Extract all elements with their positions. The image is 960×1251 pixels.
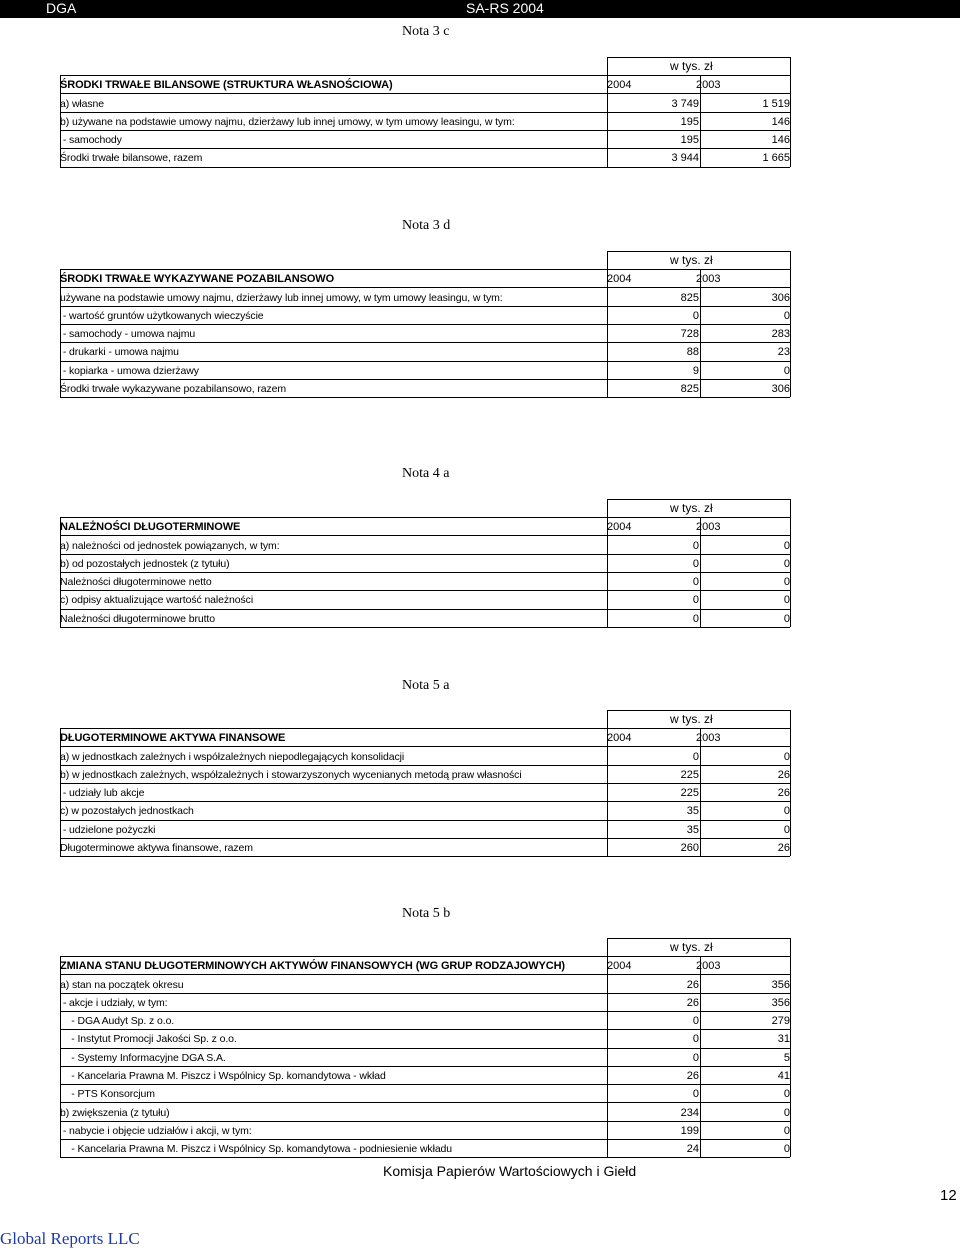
unit-label: w tys. zł (670, 940, 713, 954)
row-label: Należności długoterminowe netto (60, 576, 212, 589)
row-label: Środki trwałe wykazywane pozabilansowo, razem (60, 383, 287, 396)
value-2004: 0 (692, 1051, 699, 1064)
value-2003: 0 (783, 1124, 790, 1137)
value-2004: 3 749 (671, 97, 699, 110)
row-divider (60, 974, 790, 975)
row-divider (60, 93, 790, 94)
row-label: - udziały lub akcje (60, 787, 145, 800)
row-label: - DGA Audyt Sp. z o.o. (60, 1015, 175, 1028)
column-divider (607, 269, 608, 397)
value-2003: 0 (783, 576, 790, 589)
table-row (60, 148, 790, 166)
table-row (60, 93, 790, 111)
value-2004: 0 (692, 309, 699, 322)
table-row (60, 112, 790, 130)
row-divider (60, 956, 790, 957)
table-border (607, 938, 608, 956)
row-label: - udzielone pożyczki (60, 823, 156, 836)
row-divider (60, 627, 790, 628)
row-divider (60, 1102, 790, 1103)
row-divider (60, 1121, 790, 1122)
value-2003: 0 (783, 364, 790, 377)
table-border (607, 499, 790, 500)
column-divider (607, 517, 608, 627)
row-divider (60, 130, 790, 131)
row-divider (60, 379, 790, 380)
value-2003: 0 (783, 1143, 790, 1156)
table-row (60, 1102, 790, 1120)
row-divider (60, 783, 790, 784)
row-label: a) stan na początek okresu (60, 978, 184, 991)
row-divider (60, 306, 790, 307)
year-2003-header: 2003 (696, 732, 721, 745)
row-divider (60, 590, 790, 591)
value-2004: 199 (680, 1124, 699, 1137)
row-divider (60, 75, 790, 76)
year-2004-header: 2004 (607, 732, 632, 745)
unit-label: w tys. zł (670, 59, 713, 73)
value-2004: 825 (680, 291, 699, 304)
value-2004: 728 (680, 328, 699, 341)
table-row (60, 783, 790, 801)
row-label: - PTS Konsorcjum (60, 1088, 155, 1101)
table-row (60, 1047, 790, 1065)
table-header-row (60, 728, 790, 746)
unit-label: w tys. zł (670, 253, 713, 267)
value-2003: 23 (777, 346, 790, 359)
row-divider (60, 993, 790, 994)
value-2004: 0 (692, 557, 699, 570)
value-2004: 260 (680, 842, 699, 855)
value-2003: 0 (783, 1106, 790, 1119)
value-2004: 26 (686, 978, 699, 991)
table-border (790, 57, 791, 167)
table-row (60, 535, 790, 553)
value-2004: 0 (692, 1033, 699, 1046)
value-2004: 195 (680, 134, 699, 147)
row-divider (60, 746, 790, 747)
table-header-row (60, 269, 790, 287)
table-row (60, 572, 790, 590)
table-header-row (60, 517, 790, 535)
row-divider (60, 167, 790, 168)
row-divider (60, 801, 790, 802)
table-header-row (60, 956, 790, 974)
value-2004: 0 (692, 594, 699, 607)
row-label: b) używane na podstawie umowy najmu, dzierżawy lub innej umowy, w tym umowy leasingu, w tym: (60, 115, 515, 128)
row-divider (60, 856, 790, 857)
column-divider (700, 75, 701, 167)
row-divider (60, 397, 790, 398)
value-2004: 0 (692, 612, 699, 625)
table-heading: ŚRODKI TRWAŁE BILANSOWE (STRUKTURA WŁASNOŚCIOWA) (60, 79, 393, 92)
table-row (60, 342, 790, 360)
row-divider (60, 535, 790, 536)
row-label: Środki trwałe bilansowe, razem (60, 152, 203, 165)
table-row (60, 287, 790, 305)
row-divider (60, 554, 790, 555)
value-2004: 0 (692, 576, 699, 589)
row-divider (60, 287, 790, 288)
table-row (60, 590, 790, 608)
value-2004: 26 (686, 1070, 699, 1083)
table-row (60, 1084, 790, 1102)
value-2003: 1 665 (762, 152, 790, 165)
row-divider (60, 609, 790, 610)
column-divider (700, 517, 701, 627)
unit-label: w tys. zł (670, 501, 713, 515)
table-border (607, 57, 790, 58)
value-2003: 306 (771, 383, 790, 396)
row-label: Należności długoterminowe brutto (60, 612, 215, 625)
row-label: - Systemy Informacyjne DGA S.A. (60, 1051, 226, 1064)
table-border (790, 251, 791, 397)
row-divider (60, 324, 790, 325)
row-label: a) w jednostkach zależnych i współzależnych niepodlegających konsolidacji (60, 750, 405, 763)
table-header-row (60, 75, 790, 93)
note-title: Nota 4 a (402, 466, 450, 481)
value-2003: 279 (771, 1015, 790, 1028)
value-2003: 356 (771, 978, 790, 991)
table-heading: NALEŻNOŚCI DŁUGOTERMINOWE (60, 521, 241, 534)
value-2003: 306 (771, 291, 790, 304)
row-divider (60, 838, 790, 839)
table-border (60, 956, 61, 1157)
value-2004: 234 (680, 1106, 699, 1119)
value-2003: 31 (777, 1033, 790, 1046)
note-title: Nota 5 a (402, 678, 450, 693)
column-divider (607, 956, 608, 1157)
row-label: a) należności od jednostek powiązanych, w tym: (60, 539, 280, 552)
year-2003-header: 2003 (696, 79, 721, 92)
row-divider (60, 361, 790, 362)
table-row (60, 838, 790, 856)
row-label: c) w pozostałych jednostkach (60, 805, 194, 818)
value-2004: 24 (686, 1143, 699, 1156)
table-border (607, 251, 608, 269)
table-border (60, 517, 61, 627)
year-2003-header: 2003 (696, 960, 721, 973)
table-heading: ZMIANA STANU DŁUGOTERMINOWYCH AKTYWÓW FINANSOWYCH (WG GRUP RODZAJOWYCH) (60, 960, 565, 973)
value-2003: 5 (783, 1051, 790, 1064)
value-2003: 0 (783, 557, 790, 570)
value-2004: 195 (680, 115, 699, 128)
row-label: - nabycie i objęcie udziałów i akcji, w tym: (60, 1124, 252, 1137)
row-divider (60, 112, 790, 113)
table-row (60, 1139, 790, 1157)
row-divider (60, 148, 790, 149)
year-2004-header: 2004 (607, 273, 632, 286)
table-row (60, 306, 790, 324)
value-2003: 146 (771, 115, 790, 128)
value-2004: 35 (686, 805, 699, 818)
table-border (790, 499, 791, 627)
value-2003: 0 (783, 539, 790, 552)
value-2003: 41 (777, 1070, 790, 1083)
row-label: - wartość gruntów użytkowanych wieczyście (60, 309, 264, 322)
data-table (60, 956, 790, 1157)
year-2004-header: 2004 (607, 79, 632, 92)
table-row (60, 746, 790, 764)
footer-left-text: Global Reports LLC (0, 1229, 140, 1248)
row-divider (60, 572, 790, 573)
table-row (60, 993, 790, 1011)
table-row (60, 130, 790, 148)
row-divider (60, 269, 790, 270)
row-divider (60, 1029, 790, 1030)
row-label: - Instytut Promocji Jakości Sp. z o.o. (60, 1033, 237, 1046)
table-row (60, 324, 790, 342)
row-label: a) własne (60, 97, 105, 110)
row-divider (60, 1084, 790, 1085)
table-heading: ŚRODKI TRWAŁE WYKAZYWANE POZABILANSOWO (60, 273, 335, 286)
value-2004: 35 (686, 823, 699, 836)
value-2004: 88 (686, 346, 699, 359)
row-label: - Kancelaria Prawna M. Piszcz i Wspólnicy Sp. komandytowa - wkład (60, 1070, 386, 1083)
table-row (60, 1029, 790, 1047)
value-2003: 0 (783, 594, 790, 607)
year-2003-header: 2003 (696, 521, 721, 534)
row-label: b) zwiększenia (z tytułu) (60, 1106, 170, 1119)
table-row (60, 608, 790, 626)
header-right: SA-RS 2004 (466, 0, 544, 16)
table-row (60, 1011, 790, 1029)
column-divider (607, 75, 608, 167)
row-divider (60, 517, 790, 518)
data-table (60, 75, 790, 166)
note-title: Nota 5 b (402, 906, 451, 921)
row-divider (60, 728, 790, 729)
row-divider (60, 1157, 790, 1158)
value-2004: 0 (692, 1015, 699, 1028)
table-row (60, 1121, 790, 1139)
value-2004: 9 (692, 364, 699, 377)
page-number: 12 (940, 1187, 957, 1204)
row-label: b) od pozostałych jednostek (z tytułu) (60, 557, 230, 570)
row-label: b) w jednostkach zależnych, współzależnych i stowarzyszonych wycenianych metodą praw własności (60, 768, 522, 781)
table-row (60, 1066, 790, 1084)
table-row (60, 765, 790, 783)
column-divider (607, 728, 608, 856)
footer-center-text: Komisja Papierów Wartościowych i Giełd (383, 1163, 637, 1179)
table-border (790, 710, 791, 856)
row-label: c) odpisy aktualizujące wartość należności (60, 594, 254, 607)
column-divider (700, 269, 701, 397)
row-divider (60, 1066, 790, 1067)
table-border (790, 938, 791, 1157)
row-label: - Kancelaria Prawna M. Piszcz i Wspólnicy Sp. komandytowa - podniesienie wkładu (60, 1143, 453, 1156)
value-2003: 146 (771, 134, 790, 147)
row-divider (60, 820, 790, 821)
row-label: Długoterminowe aktywa finansowe, razem (60, 842, 253, 855)
value-2004: 0 (692, 1088, 699, 1101)
row-divider (60, 342, 790, 343)
value-2004: 26 (686, 996, 699, 1009)
row-label: - samochody (60, 134, 122, 147)
value-2003: 283 (771, 328, 790, 341)
row-label: - drukarki - umowa najmu (60, 346, 179, 359)
table-border (607, 57, 608, 75)
value-2003: 26 (777, 787, 790, 800)
value-2003: 0 (783, 805, 790, 818)
value-2003: 0 (783, 823, 790, 836)
column-divider (700, 956, 701, 1157)
row-label: - samochody - umowa najmu (60, 328, 196, 341)
unit-label: w tys. zł (670, 712, 713, 726)
value-2003: 356 (771, 996, 790, 1009)
table-row (60, 379, 790, 397)
value-2004: 0 (692, 750, 699, 763)
value-2004: 225 (680, 768, 699, 781)
table-heading: DŁUGOTERMINOWE AKTYWA FINANSOWE (60, 732, 286, 745)
table-row (60, 801, 790, 819)
table-border (607, 938, 790, 939)
table-border (60, 75, 61, 167)
note-title: Nota 3 d (402, 218, 451, 233)
note-title: Nota 3 c (402, 24, 450, 39)
table-border (607, 710, 608, 728)
value-2003: 1 519 (762, 97, 790, 110)
year-2003-header: 2003 (696, 273, 721, 286)
column-divider (700, 728, 701, 856)
value-2003: 0 (783, 750, 790, 763)
value-2003: 0 (783, 309, 790, 322)
value-2004: 225 (680, 787, 699, 800)
table-row (60, 819, 790, 837)
row-divider (60, 1048, 790, 1049)
table-row (60, 360, 790, 378)
table-border (60, 269, 61, 397)
value-2003: 26 (777, 842, 790, 855)
row-label: - kopiarka - umowa dzierżawy (60, 364, 199, 377)
value-2004: 0 (692, 539, 699, 552)
row-divider (60, 765, 790, 766)
row-divider (60, 1139, 790, 1140)
table-row (60, 554, 790, 572)
page-header (0, 0, 960, 18)
table-border (607, 251, 790, 252)
value-2004: 825 (680, 383, 699, 396)
value-2003: 0 (783, 1088, 790, 1101)
value-2004: 3 944 (671, 152, 699, 165)
row-divider (60, 1011, 790, 1012)
value-2003: 26 (777, 768, 790, 781)
value-2003: 0 (783, 612, 790, 625)
table-row (60, 974, 790, 992)
year-2004-header: 2004 (607, 521, 632, 534)
header-left: DGA (46, 0, 77, 16)
table-border (607, 499, 608, 517)
row-label: - akcje i udziały, w tym: (60, 996, 168, 1009)
year-2004-header: 2004 (607, 960, 632, 973)
row-label: używane na podstawie umowy najmu, dzierżawy lub innej umowy, w tym umowy leasingu, w tym: (60, 291, 503, 304)
table-border (60, 728, 61, 856)
table-border (607, 710, 790, 711)
